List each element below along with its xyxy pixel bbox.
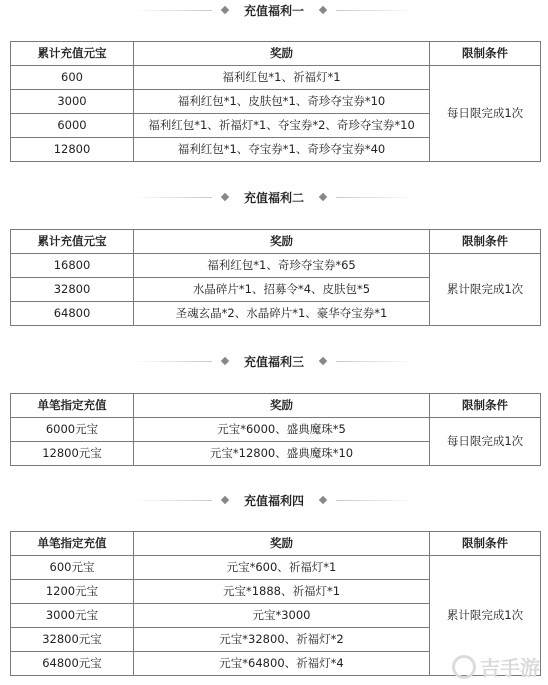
amount-cell: 1200元宝 bbox=[11, 580, 134, 604]
divider-line bbox=[132, 197, 212, 198]
diamond-icon bbox=[319, 357, 327, 365]
diamond-icon bbox=[319, 496, 327, 504]
amount-cell: 12800元宝 bbox=[11, 442, 134, 466]
reward-cell: 福利红包*1、奇珍夺宝券*65 bbox=[134, 254, 430, 278]
table-header-row bbox=[11, 42, 541, 66]
reward-table-1 bbox=[10, 41, 541, 162]
reward-cell: 元宝*3000 bbox=[134, 604, 430, 628]
header-amount: 累计充值元宝 bbox=[11, 42, 134, 66]
reward-cell: 福利红包*1、夺宝券*1、奇珍夺宝券*40 bbox=[134, 138, 430, 162]
diamond-icon bbox=[221, 357, 229, 365]
reward-cell: 元宝*12800、盛典魔珠*10 bbox=[134, 442, 430, 466]
diamond-icon bbox=[221, 496, 229, 504]
amount-cell: 64800 bbox=[11, 302, 134, 326]
condition-cell: 累计限完成1次 bbox=[430, 556, 541, 676]
header-condition: 限制条件 bbox=[430, 532, 541, 556]
amount-cell: 600 bbox=[11, 66, 134, 90]
amount-cell: 32800 bbox=[11, 278, 134, 302]
header-condition: 限制条件 bbox=[430, 42, 541, 66]
reward-cell: 元宝*64800、祈福灯*4 bbox=[134, 652, 430, 676]
site-watermark bbox=[452, 652, 540, 681]
table-row bbox=[11, 66, 541, 90]
amount-cell: 16800 bbox=[11, 254, 134, 278]
section-title-2 bbox=[0, 187, 548, 207]
header-reward: 奖励 bbox=[134, 42, 430, 66]
amount-cell: 3000 bbox=[11, 90, 134, 114]
section-title-4 bbox=[0, 490, 548, 510]
divider-line bbox=[336, 361, 416, 362]
header-reward: 奖励 bbox=[134, 230, 430, 254]
section-title-3 bbox=[0, 351, 548, 371]
diamond-icon bbox=[221, 193, 229, 201]
reward-cell: 福利红包*1、祈福灯*1 bbox=[134, 66, 430, 90]
reward-cell: 福利红包*1、皮肤包*1、奇珍夺宝券*10 bbox=[134, 90, 430, 114]
divider-line bbox=[132, 361, 212, 362]
section-heading: 充值福利四 bbox=[243, 493, 304, 508]
header-amount: 累计充值元宝 bbox=[11, 230, 134, 254]
divider-line bbox=[336, 500, 416, 501]
divider-line bbox=[336, 197, 416, 198]
header-amount: 单笔指定充值 bbox=[11, 394, 134, 418]
condition-cell: 每日限完成1次 bbox=[430, 418, 541, 466]
reward-cell: 元宝*32800、祈福灯*2 bbox=[134, 628, 430, 652]
condition-cell: 每日限完成1次 bbox=[430, 66, 541, 162]
amount-cell: 3000元宝 bbox=[11, 604, 134, 628]
reward-table-2 bbox=[10, 229, 541, 326]
divider-line bbox=[132, 500, 212, 501]
amount-cell: 64800元宝 bbox=[11, 652, 134, 676]
logo-icon bbox=[452, 655, 476, 679]
reward-cell: 元宝*600、祈福灯*1 bbox=[134, 556, 430, 580]
header-reward: 奖励 bbox=[134, 532, 430, 556]
section-heading: 充值福利二 bbox=[243, 190, 304, 205]
amount-cell: 6000 bbox=[11, 114, 134, 138]
section-title-1 bbox=[0, 0, 548, 20]
condition-cell: 累计限完成1次 bbox=[430, 254, 541, 326]
header-reward: 奖励 bbox=[134, 394, 430, 418]
reward-cell: 福利红包*1、祈福灯*1、夺宝券*2、奇珍夺宝券*10 bbox=[134, 114, 430, 138]
table-header-row bbox=[11, 532, 541, 556]
reward-cell: 水晶碎片*1、招募令*4、皮肤包*5 bbox=[134, 278, 430, 302]
watermark-text: 吉手游 bbox=[480, 656, 540, 680]
diamond-icon bbox=[319, 193, 327, 201]
amount-cell: 12800 bbox=[11, 138, 134, 162]
section-heading: 充值福利一 bbox=[243, 3, 304, 18]
reward-cell: 元宝*1888、祈福灯*1 bbox=[134, 580, 430, 604]
table-row bbox=[11, 556, 541, 580]
header-condition: 限制条件 bbox=[430, 230, 541, 254]
divider-line bbox=[336, 10, 416, 11]
diamond-icon bbox=[221, 6, 229, 14]
section-heading: 充值福利三 bbox=[243, 354, 304, 369]
reward-cell: 元宝*6000、盛典魔珠*5 bbox=[134, 418, 430, 442]
header-condition: 限制条件 bbox=[430, 394, 541, 418]
table-row bbox=[11, 418, 541, 442]
amount-cell: 600元宝 bbox=[11, 556, 134, 580]
header-amount: 单笔指定充值 bbox=[11, 532, 134, 556]
table-header-row bbox=[11, 394, 541, 418]
reward-cell: 圣魂玄晶*2、水晶碎片*1、豪华夺宝券*1 bbox=[134, 302, 430, 326]
table-header-row bbox=[11, 230, 541, 254]
table-row bbox=[11, 254, 541, 278]
amount-cell: 32800元宝 bbox=[11, 628, 134, 652]
diamond-icon bbox=[319, 6, 327, 14]
amount-cell: 6000元宝 bbox=[11, 418, 134, 442]
reward-table-3 bbox=[10, 393, 541, 466]
divider-line bbox=[132, 10, 212, 11]
